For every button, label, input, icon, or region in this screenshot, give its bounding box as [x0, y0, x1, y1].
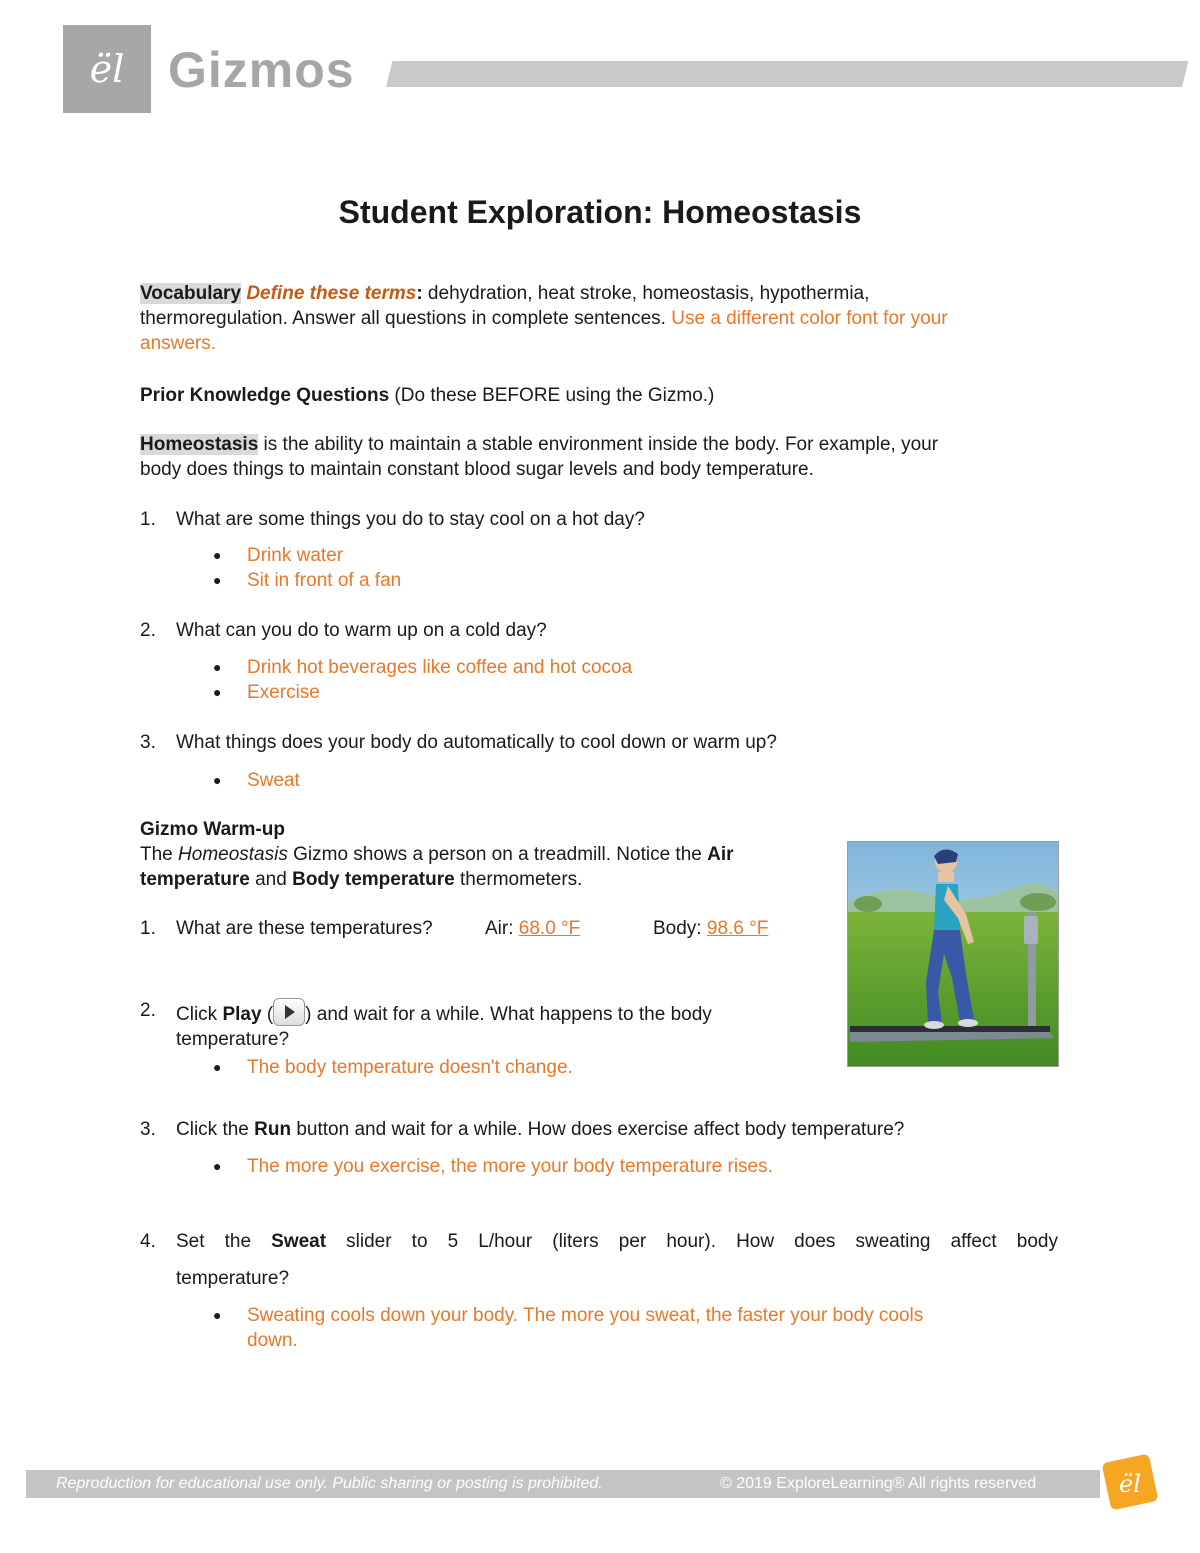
- brand-name: Gizmos: [168, 42, 355, 98]
- body-temperature-value: 98.6 °F: [706, 918, 769, 939]
- air-temperature-value: 68.0 °F: [518, 918, 581, 939]
- answer-bullet: ● Exercise: [213, 682, 320, 703]
- answer-bullet: ● Sit in front of a fan: [213, 570, 402, 591]
- answer-bullet: ● Drink hot beverages like coffee and hot cocoa: [213, 657, 633, 678]
- footer-disclaimer: Reproduction for educational use only. Public sharing or posting is prohibited.: [56, 1475, 603, 1492]
- answer-bullet: ● Drink water: [213, 545, 344, 566]
- header-divider-bar: [386, 61, 1188, 87]
- define-terms-label: Define these terms: [246, 283, 417, 304]
- vocabulary-paragraph: Vocabulary Define these terms: dehydration, heat stroke, homeostasis, hypothermia, thermoregulation. Answer all questions in complete sentences. Use a different color font for your answers.: [140, 283, 948, 354]
- vocabulary-terms: dehydration, heat stroke, homeostasis, hypothermia,: [422, 283, 870, 304]
- answer-bullet: ● The more you exercise, the more your body temperature rises.: [213, 1156, 773, 1177]
- explorelearning-logo: ël: [63, 25, 151, 113]
- warmup-section: Gizmo Warm-up The Homeostasis Gizmo shows a person on a treadmill. Notice the Air temperature and Body temperature thermometers.: [140, 819, 734, 890]
- vocabulary-label: Vocabulary: [140, 283, 242, 304]
- answer-bullet: ● Sweating cools down your body. The more you sweat, the faster your body cools down.: [213, 1305, 924, 1351]
- explorelearning-footer-logo: [1098, 1450, 1162, 1514]
- play-icon: [273, 998, 305, 1026]
- warmup-heading: Gizmo Warm-up: [140, 819, 285, 840]
- color-instruction: Use a different color font for your: [671, 308, 948, 329]
- answer-bullet: ● Sweat: [213, 770, 300, 791]
- treadmill-illustration: [847, 841, 1059, 1067]
- page-title: Student Exploration: Homeostasis: [338, 194, 862, 230]
- homeostasis-definition: Homeostasis is the ability to maintain a stable environment inside the body. For example, your body does things to maintain constant blood sugar levels and body temperature.: [140, 434, 939, 480]
- answer-bullet: ● The body temperature doesn't change.: [213, 1057, 573, 1078]
- footer-copyright: © 2019 ExploreLearning® All rights reserved: [720, 1475, 1037, 1492]
- runner-on-treadmill-graphic: [848, 842, 1059, 1067]
- svg-text:ël: ël: [1119, 1470, 1141, 1498]
- prior-knowledge-heading: Prior Knowledge Questions (Do these BEFORE using the Gizmo.): [140, 385, 715, 406]
